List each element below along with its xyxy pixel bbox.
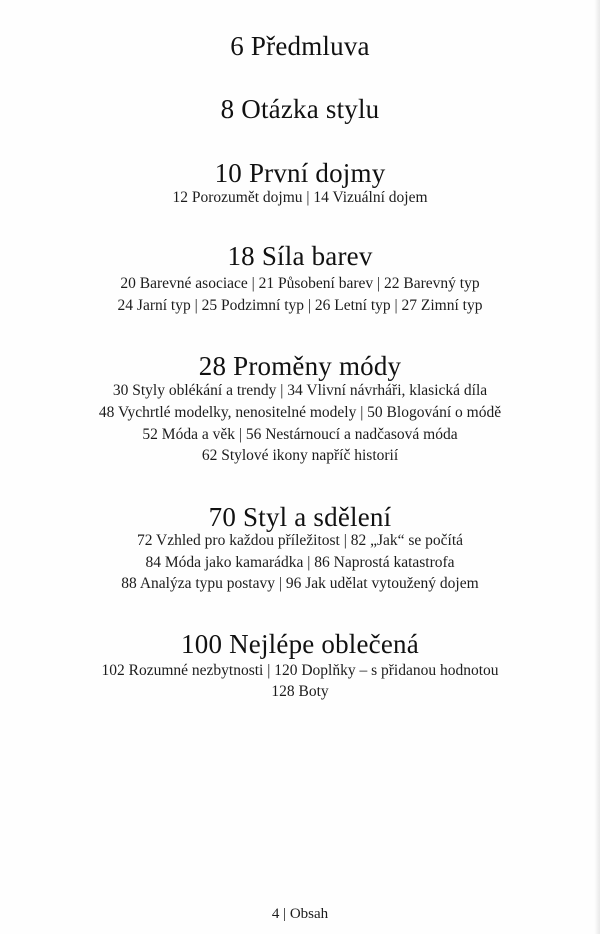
- toc-heading-otazka-stylu: 8 Otázka stylu: [220, 94, 380, 124]
- toc-subentries-line: 20 Barevné asociace | 21 Působení barev | 22 Barevný typ: [120, 275, 480, 292]
- toc-subentries-line: 84 Móda jako kamarádka | 86 Naprostá katastrofa: [145, 554, 455, 571]
- toc-subentries-line: 52 Móda a věk | 56 Nestárnoucí a nadčasová móda: [142, 426, 458, 443]
- toc-subentries-line: 30 Styly oblékání a trendy | 34 Vlivní návrháři, klasická díla: [112, 382, 488, 399]
- toc-heading-nejlepe-oblecena: 100 Nejlépe oblečená: [181, 629, 419, 659]
- toc-heading-prvni-dojmy: 10 První dojmy: [214, 158, 386, 188]
- toc-subentries-line: 24 Jarní typ | 25 Podzimní typ | 26 Letní typ | 27 Zimní typ: [117, 297, 483, 314]
- toc-subentries-line: 72 Vzhled pro každou příležitost | 82 „Jak“ se počítá: [136, 532, 464, 549]
- toc-heading-promeny-mody: 28 Proměny módy: [198, 351, 402, 381]
- toc-subentries-line: 12 Porozumět dojmu | 14 Vizuální dojem: [172, 189, 428, 206]
- toc-subentries-line: 128 Boty: [271, 683, 329, 700]
- page-edge: [594, 0, 600, 934]
- toc-subentries-line: 88 Analýza typu postavy | 96 Jak udělat vytoužený dojem: [121, 575, 479, 592]
- toc-heading-sila-barev: 18 Síla barev: [227, 241, 373, 271]
- page-footer: 4 | Obsah: [271, 906, 329, 922]
- toc-heading-predmluva: 6 Předmluva: [230, 31, 370, 61]
- toc-subentries-line: 62 Stylové ikony napříč historií: [201, 447, 399, 464]
- toc-subentries-line: 102 Rozumné nezbytnosti | 120 Doplňky – s přidanou hodnotou: [101, 662, 499, 679]
- toc-heading-styl-a-sdeleni: 70 Styl a sdělení: [208, 502, 392, 532]
- toc-subentries-line: 48 Vychrtlé modelky, nenositelné modely | 50 Blogování o módě: [98, 404, 502, 421]
